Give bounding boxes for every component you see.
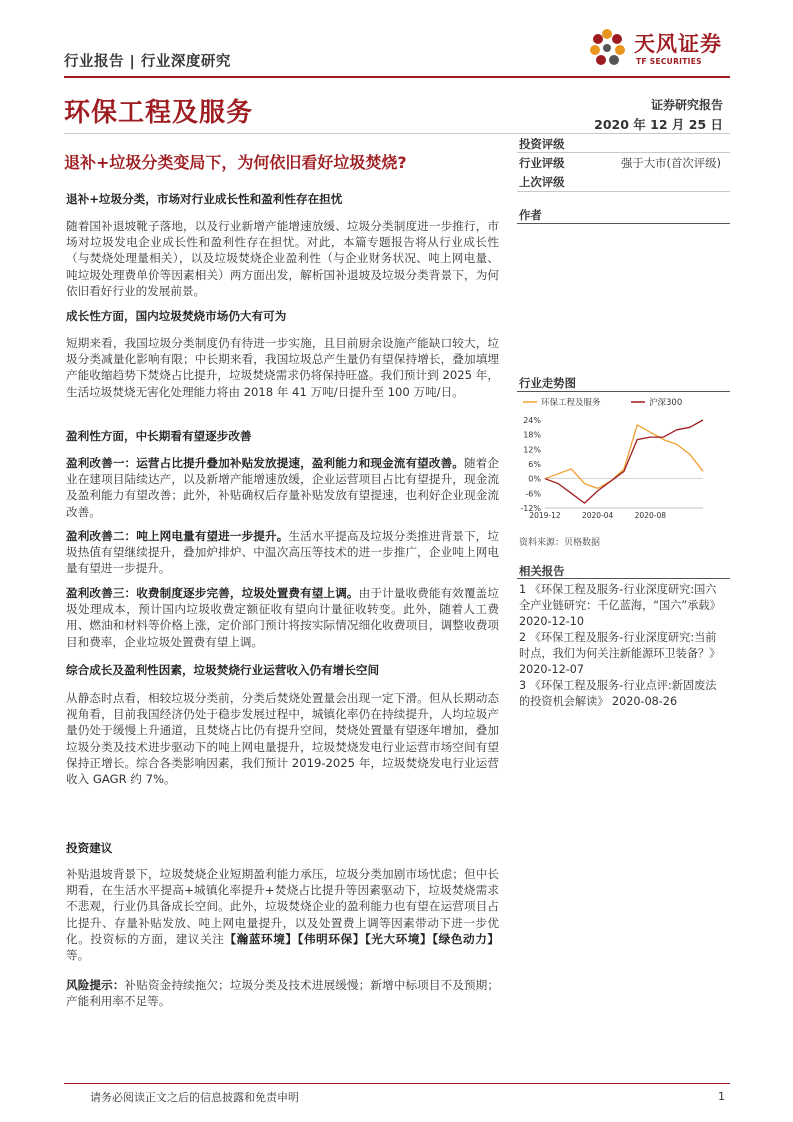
report-category: 行业报告 | 行业深度研究 <box>64 54 231 70</box>
paragraph-improvement-2 <box>66 528 499 577</box>
improvement-2-lead: 盈利改善二：吨上网电量有望进一步提升。 <box>66 529 289 543</box>
related-report-3[interactable]: 3 《环保工程及服务-行业点评:新固废法的投资机会解读》 2020-08-26 <box>519 679 717 709</box>
industry-rating-label: 行业评级 <box>519 156 565 170</box>
section-heading-profitability: 盈利性方面，中长期看有望逐步改善 <box>66 429 252 443</box>
sidebar-rule <box>517 578 730 579</box>
paragraph-growth: 短期来看，我国垃圾分类制度仍有待进一步实施，且目前厨余设施产能缺口较大，垃圾分类减量化影响有限；中长期来看，我国垃圾总产生量仍有望保持增长，叠加填埋产能收缩趋势下焚烧占比提升，垃圾焚烧需求仍将保持旺盛。我们预计到 2025 年，生活垃圾焚烧无害化处理能力将由 2018 年 41 万吨/日提升至 100 万吨/日。 <box>66 336 499 399</box>
paragraph-improvement-3 <box>66 585 499 650</box>
related-reports-label: 相关报告 <box>519 564 565 578</box>
report-subtitle: 退补+垃圾分类变局下，为何依旧看好垃圾焚烧? <box>64 153 407 172</box>
paragraph-revenue: 从静态时点看，相较垃圾分类前，分类后焚烧处置量会出现一定下滑。但从长期动态视角看，目前我国经济仍处于稳步发展过程中，城镇化率仍在持续提升，人均垃圾产量仍处于缓慢上升通道，且焚烧占比仍有提升空间，焚烧处置量有望逐年增加，叠加垃圾分类及技术进步驱动下的吨上网电量提升，垃圾焚烧发电行业运营市场空间有望保持正增长。综合各类影响因素，我们预计 2019-2025 年，垃圾焚烧发电行业运营收入 GAGR 约 7%。 <box>66 691 499 787</box>
trend-chart <box>517 392 730 526</box>
related-report-2[interactable]: 2 《环保工程及服务-行业深度研究:当前时点，我们为何关注新能源环卫装备？》 2020-12-07 <box>519 631 721 677</box>
x-tick-label: 2020-04 <box>581 511 614 520</box>
header-rule <box>64 76 730 78</box>
x-tick-label: 2019-12 <box>529 511 561 520</box>
y-tick-label: 18% <box>523 430 541 440</box>
paragraph-concerns: 随着国补退坡靴子落地，以及行业新增产能增速放缓、垃圾分类制度进一步推行，市场对垃圾发电企业成长性和盈利性存在担忧。对此，本篇专题报告将从行业成长性（与焚烧处理量相关），以及垃圾焚烧企业盈利性（与企业财务状况、吨上网电量、吨垃圾处理费单价等因素相关）两方面出发，解析国补退坡及垃圾分类背景下，为何依旧看好行业的发展前景。 <box>66 219 499 298</box>
improvement-2-text: 生活水平提高及垃圾分类推进背景下，垃圾热值有望继续提升，叠加炉排炉、中温次高压等技术的进一步推广，企业吨上网电量有望进一步提升。 <box>66 529 499 576</box>
paragraph-improvement-1 <box>66 455 499 520</box>
paragraph-investment <box>66 866 499 963</box>
y-tick-label: -6% <box>525 489 541 499</box>
sidebar-rule <box>517 191 730 192</box>
risk-text: 补贴资金持续拖欠；垃圾分类及技术进展缓慢；新增中标项目不及预期；产能利用率不足等。 <box>66 978 499 1009</box>
trend-label: 行业走势图 <box>519 376 576 390</box>
industry-title: 环保工程及服务 <box>64 98 254 128</box>
y-tick-label: 24% <box>523 416 541 425</box>
legend-label: 沪深300 <box>649 398 683 408</box>
improvement-3-text: 由于计量收费能有效覆盖垃圾处理成本，预计国内垃圾收费定额征收有望向计量征收转变。此外，随着人工费用、燃油和材料等价格上涨，定价部门预计将按实际情况细化收费项目，调整收费项目和费率，企业垃圾处置费有望上调。 <box>66 586 499 649</box>
improvement-1-text: 随着企业在建项目陆续达产，以及新增产能增速放缓，企业运营项目占比有望提升，现金流及盈利能力有望改善；此外，补贴确权后存量补贴发放有望提速，也利好企业现金流改善。 <box>66 456 499 519</box>
logo-mark-icon <box>590 29 625 65</box>
prev-rating-label: 上次评级 <box>519 175 565 189</box>
page-number: 1 <box>718 1090 725 1103</box>
rating-label: 投资评级 <box>519 137 565 151</box>
y-tick-label: -12% <box>520 504 541 513</box>
section-heading-growth: 成长性方面，国内垃圾焚烧市场仍大有可为 <box>66 309 287 323</box>
related-report-1[interactable]: 1 《环保工程及服务-行业深度研究:国六全产业链研究：千亿蓝海，“国六”承载》 2020-12-10 <box>519 583 721 629</box>
legend-label: 环保工程及服务 <box>541 398 601 408</box>
brand-name-en: TF SECURITIES <box>636 57 702 66</box>
investment-text: 补贴退坡背景下，垃圾焚烧企业短期盈利能力承压，垃圾分类加剧市场忧虑；但中长期看，在生活水平提高+城镇化率提升+焚烧占比提升等因素驱动下，垃圾焚烧需求不悲观，行业仍具备成长空间。此外，垃圾焚烧企业的盈利能力也有望在运营项目占比提升、存量补贴发放、吨上网电量提升，以及处置费上调等因素带动下进一步优化。投资标的方面，建议关注 <box>66 867 499 946</box>
sidebar-rule <box>517 223 730 224</box>
series-line <box>545 420 703 503</box>
report-type: 证券研究报告 <box>650 98 723 112</box>
risk-label: 风险提示： <box>66 978 125 992</box>
improvement-1-lead: 盈利改善一：运营占比提升叠加补贴发放提速，盈利能力和现金流有望改善。 <box>66 456 464 470</box>
author-label: 作者 <box>519 208 542 222</box>
y-tick-label: 12% <box>523 445 541 455</box>
section-heading-revenue: 综合成长及盈利性因素，垃圾焚烧行业运营收入仍有增长空间 <box>66 663 380 677</box>
title-rule <box>64 133 730 134</box>
chart-source: 资料来源：贝格数据 <box>519 538 601 548</box>
section-heading-concerns: 退补+垃圾分类，市场对行业成长性和盈利性存在担忧 <box>66 192 343 206</box>
investment-end: 等。 <box>66 948 90 963</box>
paragraph-risk <box>66 977 499 1009</box>
sidebar-rule <box>517 152 730 153</box>
x-tick-label: 2020-08 <box>634 511 667 520</box>
footer-rule <box>64 1083 730 1084</box>
footer-disclaimer[interactable]: 请务必阅读正文之后的信息披露和免责申明 <box>90 1091 299 1104</box>
report-date: 2020 年 12 月 25 日 <box>594 117 723 132</box>
improvement-3-lead: 盈利改善三：收费制度逐步完善，垃圾处置费有望上调。 <box>66 586 359 600</box>
y-tick-label: 6% <box>528 460 541 469</box>
section-heading-investment: 投资建议 <box>66 841 113 855</box>
y-tick-label: 0% <box>528 474 541 484</box>
industry-rating-value: 强于大市(首次评级) <box>620 156 721 170</box>
brand-name-cn: 天风证券 <box>634 32 722 56</box>
recommended-stocks: 【瀚蓝环境】【伟明环保】【光大环境】【绿色动力】 <box>224 931 499 946</box>
